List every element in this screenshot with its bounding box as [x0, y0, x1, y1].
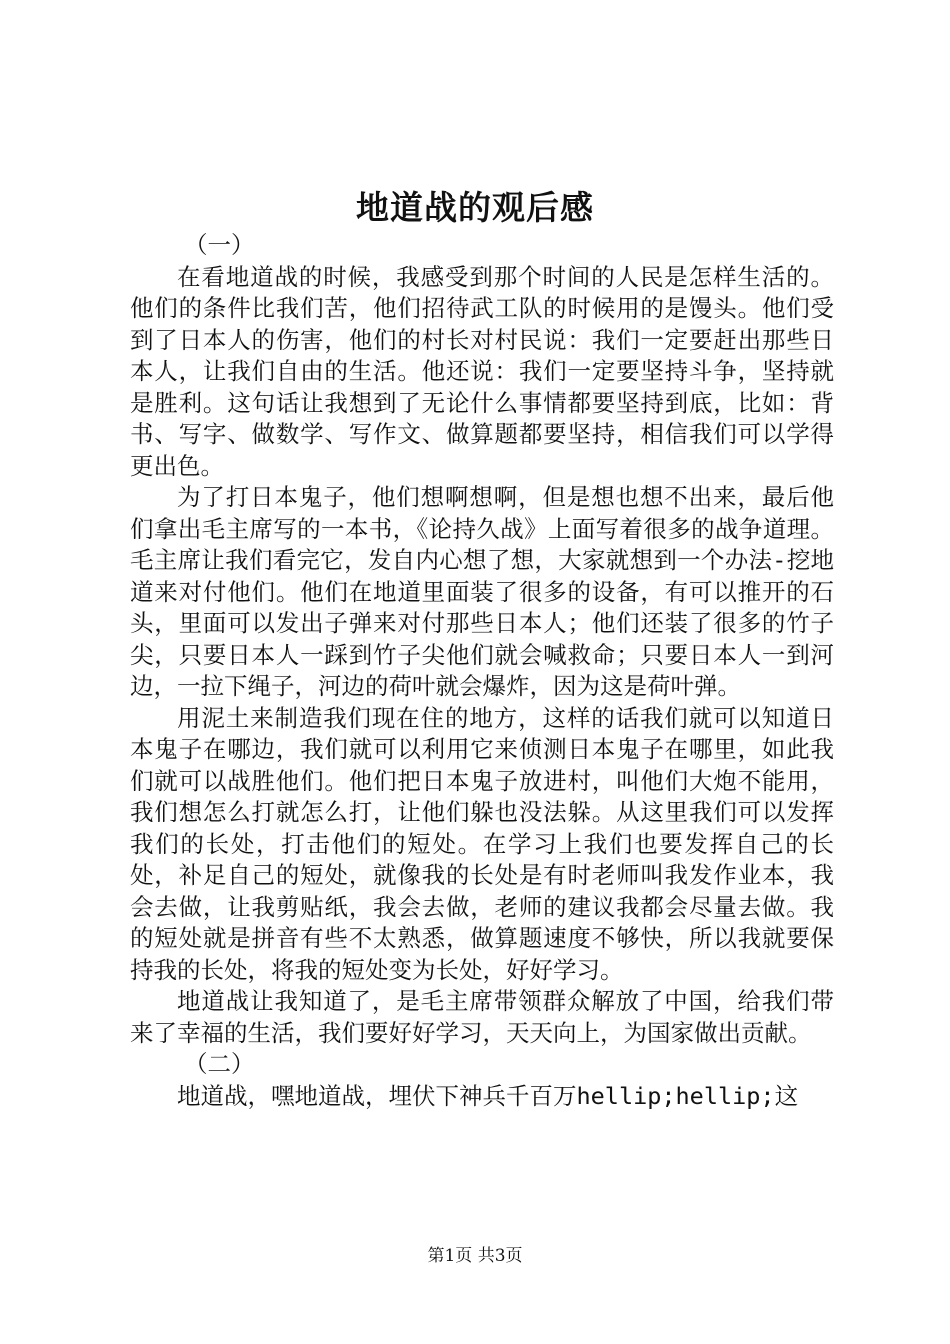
page-footer: 第1页 共3页: [427, 1246, 523, 1266]
document-title: 地道战的观后感: [356, 188, 594, 227]
paragraph-1: 在看地道战的时候，我感受到那个时间的人民是怎样生活的。他们的条件比我们苦，他们招待武工队的时候用的是馒头。他们受到了日本人的伤害，他们的村长对村民说：我们一定要赶出那些日本人，让我们自由的生活。他还说：我们一定要坚持斗争，坚持就是胜利。这句话让我想到了无论什么事情都要坚持到底，比如：背书、写字、做数学、写作文、做算题都要坚持，相信我们可以学得更出色。: [130, 262, 834, 480]
document-body: [130, 230, 834, 1112]
paragraph-5: 地道战，嘿地道战，埋伏下神兵千百万hellip;hellip;这: [177, 1081, 799, 1110]
section-label-2: （二）: [184, 1050, 255, 1078]
paragraph-3: 用泥土来制造我们现在住的地方，这样的话我们就可以知道日本鬼子在哪边，我们就可以利用它来侦测日本鬼子在哪里，如此我们就可以战胜他们。他们把日本鬼子放进村，叫他们大炮不能用，我们想怎么打就怎么打，让他们躲也没法躲。从这里我们可以发挥我们的长处，打击他们的短处。在学习上我们也要发挥自己的长处，补足自己的短处，就像我的长处是有时老师叫我发作业本，我会去做，让我剪贴纸，我会去做，老师的建议我都会尽量去做。我的短处就是拼音有些不太熟悉，做算题速度不够快，所以我就要保持我的长处，将我的短处变为长处，好好学习。: [130, 703, 834, 984]
section-label-1: （一）: [184, 231, 255, 259]
paragraph-2: 为了打日本鬼子，他们想啊想啊，但是想也想不出来，最后他们拿出毛主席写的一本书，《论持久战》上面写着很多的战争道理。毛主席让我们看完它，发自内心想了想，大家就想到一个办法-挖地道来对付他们。他们在地道里面装了很多的设备，有可以推开的石头，里面可以发出子弹来对付那些日本人；他们还装了很多的竹子尖，只要日本人一踩到竹子尖他们就会喊救命；只要日本人一到河边，一拉下绳子，河边的荷叶就会爆炸，因为这是荷叶弹。: [130, 483, 834, 700]
paragraph-4: 地道战让我知道了，是毛主席带领群众解放了中国，给我们带来了幸福的生活，我们要好好学习，天天向上，为国家做出贡献。: [130, 987, 834, 1047]
